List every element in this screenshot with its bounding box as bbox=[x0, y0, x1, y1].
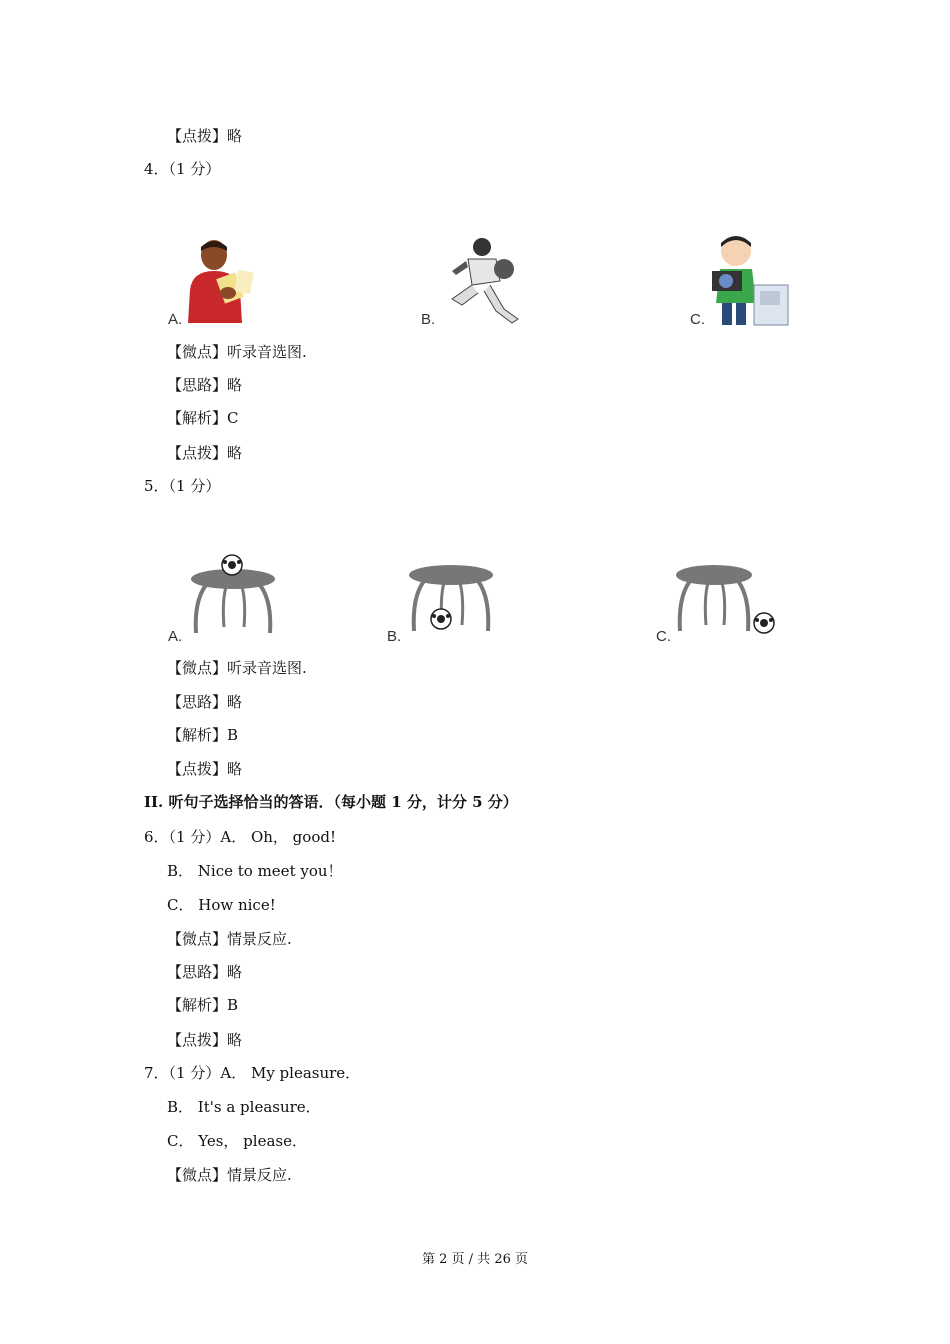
question-6-header: 6．（1 分）A． Oh， good! bbox=[144, 828, 336, 846]
q5-option-b-label: B. bbox=[387, 628, 402, 645]
section-2-title: II. 听句子选择恰当的答语．（每小题 1 分，计分 5 分） bbox=[144, 793, 518, 811]
q5-jie-xi: 【解析】B bbox=[167, 726, 239, 744]
q5-option-c-label: C. bbox=[656, 628, 671, 645]
q4-option-b-basketball-player-image bbox=[438, 235, 528, 325]
dian-bo-note: 【点拨】略 bbox=[167, 127, 243, 145]
q4-wei-dian: 【微点】听录音选图. bbox=[167, 343, 307, 361]
q7-option-c: C． Yes， please． bbox=[167, 1132, 307, 1150]
q5-si-lu: 【思路】略 bbox=[167, 693, 243, 711]
q5-option-b-ball-under-table-image bbox=[404, 555, 498, 639]
q4-option-c-camera-boy-image bbox=[704, 233, 790, 327]
q6-si-lu: 【思路】略 bbox=[167, 963, 243, 981]
q7-option-b: B． It's a pleasure． bbox=[167, 1098, 321, 1116]
question-4-header: 4．（1 分） bbox=[144, 160, 221, 178]
q4-jie-xi: 【解析】C bbox=[167, 409, 239, 427]
q4-option-c-label: C. bbox=[690, 311, 705, 328]
q4-option-a-label: A. bbox=[168, 311, 183, 328]
q4-option-b-label: B. bbox=[421, 311, 436, 328]
q6-option-c: C． How nice! bbox=[167, 896, 276, 914]
q5-dian-bo: 【点拨】略 bbox=[167, 760, 243, 778]
q6-dian-bo: 【点拨】略 bbox=[167, 1031, 243, 1049]
q5-option-c-ball-beside-table-image bbox=[670, 555, 778, 639]
q5-option-a-ball-on-table-image bbox=[186, 553, 280, 639]
q4-dian-bo: 【点拨】略 bbox=[167, 444, 243, 462]
question-7-header: 7．（1 分）A． My pleasure． bbox=[144, 1064, 361, 1082]
q6-wei-dian: 【微点】情景反应. bbox=[167, 930, 292, 948]
q6-option-b: B． Nice to meet you！ bbox=[167, 862, 343, 880]
question-5-header: 5．（1 分） bbox=[144, 477, 221, 495]
page-footer: 第 2 页 / 共 26 页 bbox=[422, 1252, 528, 1267]
q6-jie-xi: 【解析】B bbox=[167, 996, 239, 1014]
q4-option-a-reading-boy-image bbox=[168, 235, 263, 327]
q5-option-a-label: A. bbox=[168, 628, 183, 645]
q5-wei-dian: 【微点】听录音选图. bbox=[167, 659, 307, 677]
q7-wei-dian: 【微点】情景反应. bbox=[167, 1166, 292, 1184]
q4-si-lu: 【思路】略 bbox=[167, 376, 243, 394]
